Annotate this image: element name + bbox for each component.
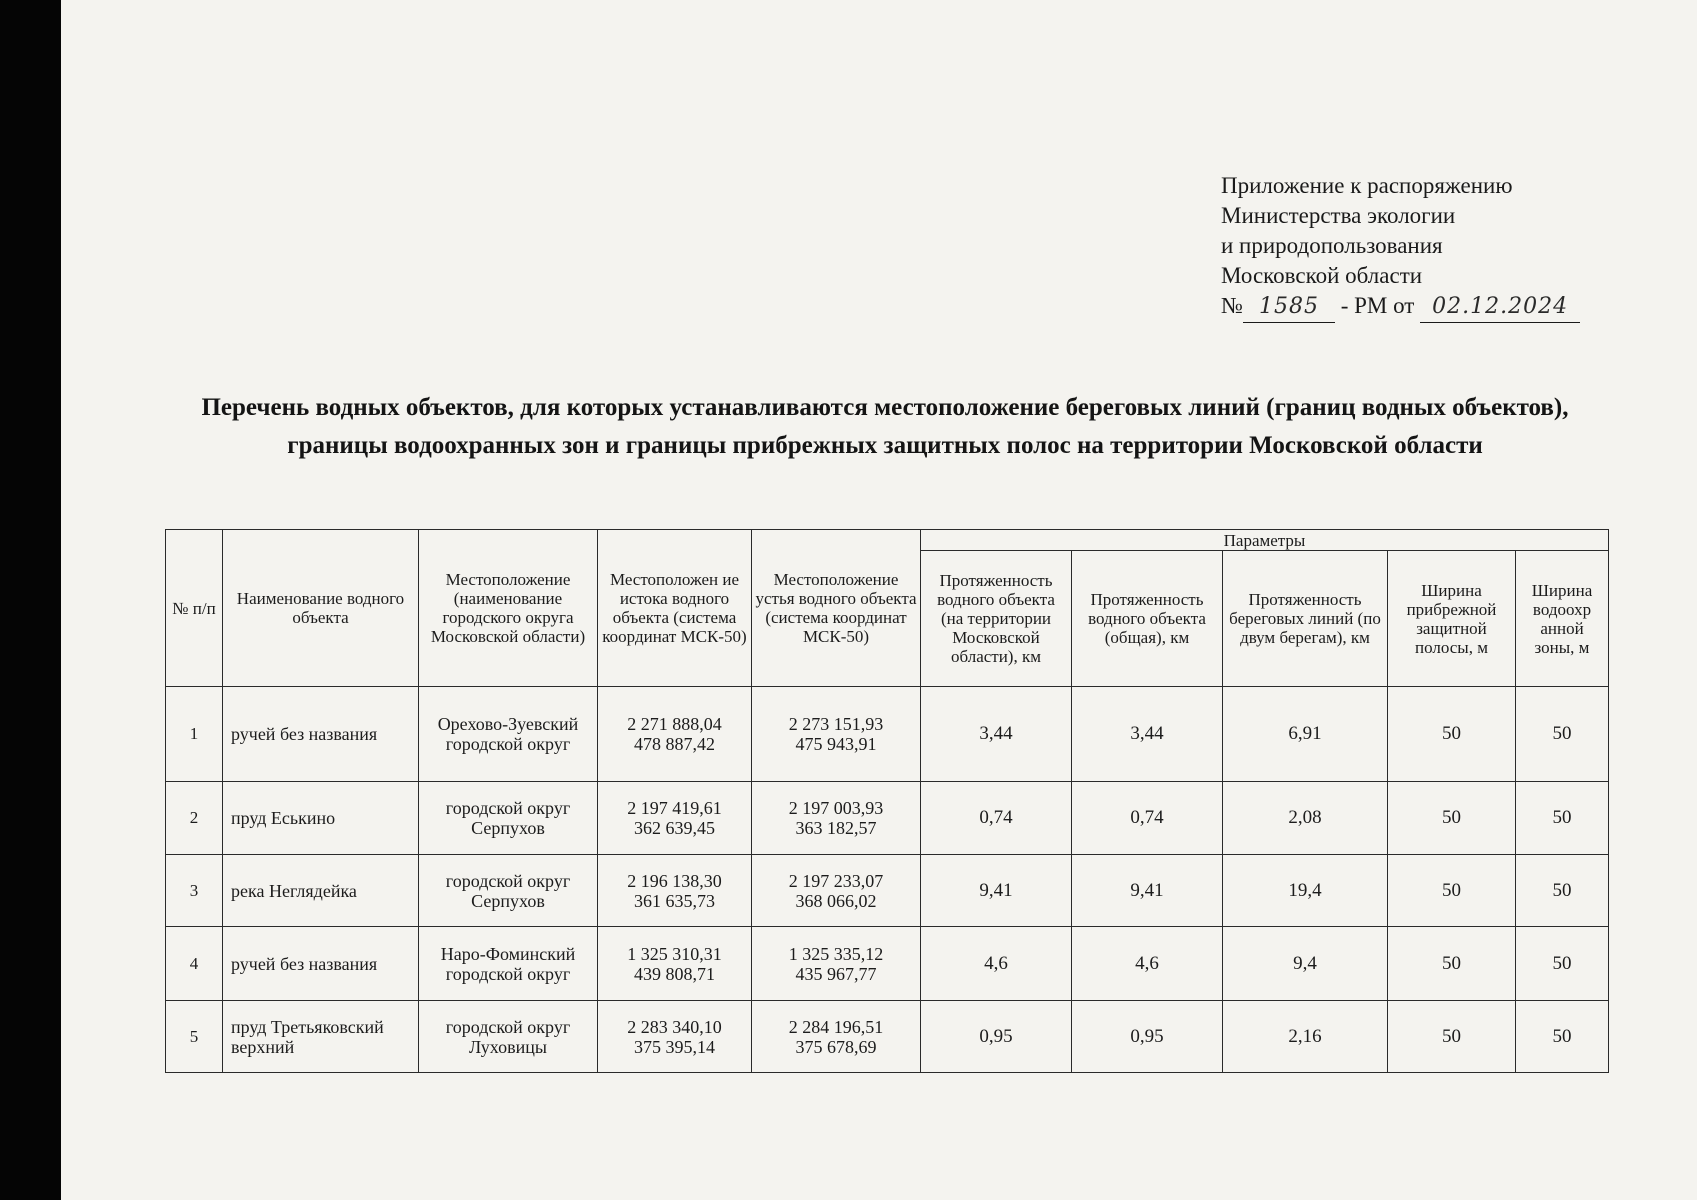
header-parameters: Параметры bbox=[921, 530, 1609, 551]
source-coordinates bbox=[598, 927, 752, 1001]
scan-border bbox=[0, 0, 61, 1200]
shoreline-value: 6,91 bbox=[1223, 687, 1388, 782]
source-coordinates bbox=[598, 1001, 752, 1073]
table-row bbox=[166, 855, 1609, 927]
mouth-y: 475 943,91 bbox=[795, 734, 877, 754]
number-sign: № bbox=[1221, 293, 1243, 318]
object-name: река Неглядейка bbox=[223, 855, 419, 927]
row-number: 1 bbox=[166, 687, 223, 782]
row-number: 2 bbox=[166, 782, 223, 855]
length-mo-value: 3,44 bbox=[921, 687, 1072, 782]
source-y: 361 635,73 bbox=[634, 890, 715, 911]
source-x: 2 271 888,04 bbox=[627, 714, 722, 734]
source-x: 2 197 419,61 bbox=[627, 798, 722, 818]
row-number: 4 bbox=[166, 927, 223, 1001]
shoreline-value: 19,4 bbox=[1223, 855, 1388, 927]
header-number: № п/п bbox=[166, 530, 223, 687]
mouth-x: 2 284 196,51 bbox=[788, 1016, 884, 1037]
mouth-coordinates bbox=[752, 855, 921, 927]
table-row bbox=[166, 1001, 1609, 1073]
source-coordinates bbox=[598, 782, 752, 855]
header-water-zone: Ширина водоохр анной зоны, м bbox=[1516, 551, 1609, 687]
shoreline-value: 2,08 bbox=[1223, 782, 1388, 855]
length-total-value: 4,6 bbox=[1072, 927, 1223, 1001]
appendix-line: и природопользования bbox=[1221, 233, 1443, 258]
mouth-coordinates bbox=[752, 687, 921, 782]
length-total-value: 0,95 bbox=[1072, 1001, 1223, 1073]
order-date: 02.12.2024 bbox=[1420, 292, 1580, 323]
mouth-y: 363 182,57 bbox=[795, 818, 877, 838]
source-y: 439 808,71 bbox=[634, 963, 715, 984]
header-length-total: Протяженность водного объекта (общая), км bbox=[1072, 551, 1223, 687]
source-y: 362 639,45 bbox=[634, 818, 715, 838]
source-coordinates bbox=[598, 687, 752, 782]
object-name: ручей без названия bbox=[223, 687, 419, 782]
mouth-coordinates bbox=[752, 927, 921, 1001]
source-x: 2 283 340,10 bbox=[627, 1016, 722, 1037]
mouth-x: 1 325 335,12 bbox=[788, 943, 884, 964]
mouth-x: 2 273 151,93 bbox=[788, 714, 884, 734]
row-number: 3 bbox=[166, 855, 223, 927]
source-y: 478 887,42 bbox=[634, 734, 715, 754]
header-location: Местоположение (наименование городского округа Московской области) bbox=[419, 530, 598, 687]
mouth-x: 2 197 003,93 bbox=[788, 798, 884, 818]
shoreline-value: 9,4 bbox=[1223, 927, 1388, 1001]
coastal-strip-value: 50 bbox=[1388, 855, 1516, 927]
object-name: пруд Третьяковский верхний bbox=[223, 1001, 419, 1073]
length-mo-value: 0,95 bbox=[921, 1001, 1072, 1073]
mouth-y: 435 967,77 bbox=[795, 963, 877, 984]
shoreline-value: 2,16 bbox=[1223, 1001, 1388, 1073]
header-length-mo: Протяженность водного объекта (на территории Московской области), км bbox=[921, 551, 1072, 687]
header-coastal-strip: Ширина прибрежной защитной полосы, м bbox=[1388, 551, 1516, 687]
water-zone-value: 50 bbox=[1516, 782, 1609, 855]
appendix-line: Министерства экологии bbox=[1221, 203, 1456, 228]
water-zone-value: 50 bbox=[1516, 927, 1609, 1001]
mouth-x: 2 197 233,07 bbox=[788, 870, 884, 891]
object-location: Орехово-Зуевский городской округ bbox=[419, 687, 598, 782]
water-zone-value: 50 bbox=[1516, 1001, 1609, 1073]
object-location: городской округ Серпухов bbox=[419, 855, 598, 927]
order-suffix: - РМ от bbox=[1340, 293, 1415, 318]
appendix-line: Московской области bbox=[1221, 263, 1423, 288]
water-zone-value: 50 bbox=[1516, 855, 1609, 927]
source-coordinates bbox=[598, 855, 752, 927]
object-location: городской округ Серпухов bbox=[419, 782, 598, 855]
object-location: Наро-Фоминский городской округ bbox=[419, 927, 598, 1001]
header-name: Наименование водного объекта bbox=[223, 530, 419, 687]
header-mouth: Местоположение устья водного объекта (система координат МСК-50) bbox=[752, 530, 921, 687]
water-objects-table bbox=[165, 529, 1609, 1073]
source-x: 1 325 310,31 bbox=[627, 943, 722, 964]
table-row bbox=[166, 782, 1609, 855]
header-source: Местоположен ие истока водного объекта (система координат МСК-50) bbox=[598, 530, 752, 687]
appendix-block bbox=[1221, 171, 1580, 323]
length-total-value: 9,41 bbox=[1072, 855, 1223, 927]
mouth-coordinates bbox=[752, 1001, 921, 1073]
object-name: ручей без названия bbox=[223, 927, 419, 1001]
appendix-line: Приложение к распоряжению bbox=[1221, 173, 1513, 198]
source-y: 375 395,14 bbox=[634, 1036, 715, 1057]
mouth-y: 375 678,69 bbox=[795, 1036, 877, 1057]
length-mo-value: 9,41 bbox=[921, 855, 1072, 927]
length-mo-value: 4,6 bbox=[921, 927, 1072, 1001]
object-name: пруд Еськино bbox=[223, 782, 419, 855]
coastal-strip-value: 50 bbox=[1388, 782, 1516, 855]
length-total-value: 0,74 bbox=[1072, 782, 1223, 855]
water-zone-value: 50 bbox=[1516, 687, 1609, 782]
length-total-value: 3,44 bbox=[1072, 687, 1223, 782]
appendix-reference bbox=[1221, 291, 1580, 323]
coastal-strip-value: 50 bbox=[1388, 927, 1516, 1001]
source-x: 2 196 138,30 bbox=[627, 870, 722, 891]
mouth-y: 368 066,02 bbox=[795, 890, 877, 911]
order-number: 1585 bbox=[1243, 292, 1335, 323]
header-shoreline: Протяженность береговых линий (по двум берегам), км bbox=[1223, 551, 1388, 687]
mouth-coordinates bbox=[752, 782, 921, 855]
table-row bbox=[166, 927, 1609, 1001]
coastal-strip-value: 50 bbox=[1388, 687, 1516, 782]
table-row bbox=[166, 687, 1609, 782]
document-title: Перечень водных объектов, для которых устанавливаются местоположение береговых линий (границ водных объектов), границы водоохранных зон и границы прибрежных защитных полос на территории Московской области bbox=[201, 394, 1569, 459]
row-number: 5 bbox=[166, 1001, 223, 1073]
coastal-strip-value: 50 bbox=[1388, 1001, 1516, 1073]
length-mo-value: 0,74 bbox=[921, 782, 1072, 855]
object-location: городской округ Луховицы bbox=[419, 1001, 598, 1073]
